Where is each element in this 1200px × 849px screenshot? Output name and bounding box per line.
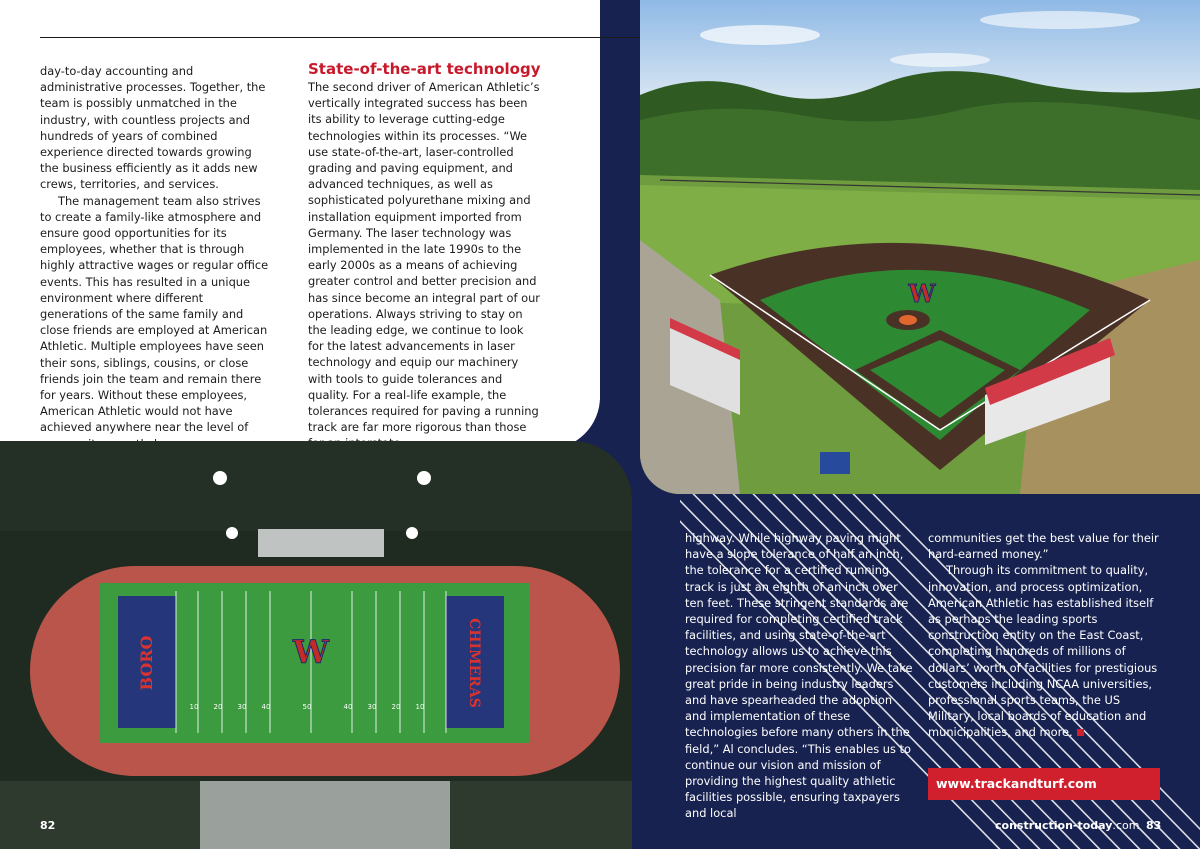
article-column-4 [928,530,1160,741]
yard-marker-label: 20 [391,703,401,711]
paragraph: The management team also strives to create a family-like atmosphere and ensure good opportunities for its employees, whether that is through highly attractive wages or regular office events. This has resulted in a unique environment where different generations of the same family and close friends are employed at American Athletic. Multiple employees have seen their sons, siblings, cousins, or close friends join the team and remain there for years. Without these employees, American Athletic would not have achieved anywhere near the level of [40,193,269,435]
paragraph: communities get the best value for their hard-earned money.” [928,531,1159,562]
paragraph-text: Through its commitment to quality, innovation, and process optimization, American Athletic has established itself as perhaps the leading sports construction entity on the East Coast, completing hundreds of millions of dollars’ worth of facilities for prestigious customers including NCAA universities, professional sports teams, the US Military, local boards of education and municipalities, and more. [928,563,1158,740]
field-logo-w: W [908,279,936,308]
article-column-3 [685,530,915,822]
paragraph [928,562,1160,740]
yard-marker-label: 10 [189,703,199,711]
website-url-link[interactable]: www.trackandturf.com [936,776,1097,791]
footer-site-name [995,819,1139,832]
article-column-1 [40,63,272,452]
baseball-field-illustration [640,0,1200,494]
baseball-field-aerial-photo [640,0,1200,494]
end-of-article-square-icon [1077,729,1084,736]
page-number-left: 82 [40,819,56,832]
track-and-field-night-photo [0,441,632,849]
paragraph: day-to-day accounting and administrative processes. Together, the team is possibly unmatched in the industry, with countless projects and hundreds of years of combined experience directed towards growing the business efficiently as it adds new crews, territories, and services. [40,64,266,192]
yard-marker-label: 40 [343,703,353,711]
yard-marker-label: 40 [261,703,271,711]
paragraph: highway. While highway paving might have a slope tolerance of half an inch, the tolerance for a certified running track is just an eighth of an inch over ten feet. These stringent standards are required for completing certified track facilities, and using state-of-the-art technology allows us to achieve this precision far more consistently. We take great pride in being industry leaders and have spearheaded the adoption and implementation of these technologies before many others in the field,” Al concludes. “This enables us to continue our vision and mission of providing the highest quality athletic facilities possible, ensuring taxpayers and local [685,531,913,821]
page-number-right: 83 [1146,819,1162,832]
endzone-left-text: BORO [137,635,156,691]
yard-marker-label: 30 [367,703,377,711]
yard-marker-label: 30 [237,703,247,711]
stadium-illustration [0,441,632,849]
left-page-corner-tab [548,0,600,449]
yard-marker-label: 20 [213,703,223,711]
yard-marker-label: 10 [415,703,425,711]
yard-marker-label: 50 [302,703,312,711]
endzone-right-text: CHIMERAS [466,618,482,708]
paragraph: The second driver of American Athletic’s vertically integrated success has been its ability to leverage cutting-edge technologies within its processes. “We use state-of-the-art, laser-controlled grading and paving equipment, and advanced techniques, as well as sophisticated polyurethane mixing and installation equipment imported from Germany. The laser technology was implemented in the late 1990s to the early 2000s as a means of achieving greater control and better precision and has since become an integral part of our operations. Always striving to stay on the leading edge, we continue to look for the latest advancements in laser technology and equip our machinery with tools to guide tolerances and quality. For a real-life example, the tolerances required for paving a running track are far more rigorous than those [308,80,540,435]
footer-site-bold: construction-today [995,819,1113,832]
footer-site-suffix: .com [1112,819,1140,832]
website-url-box[interactable] [928,768,1160,800]
article-column-2 [308,79,542,452]
field-logo-w: W [293,633,329,671]
section-heading: State-of-the-art technology [308,60,541,78]
